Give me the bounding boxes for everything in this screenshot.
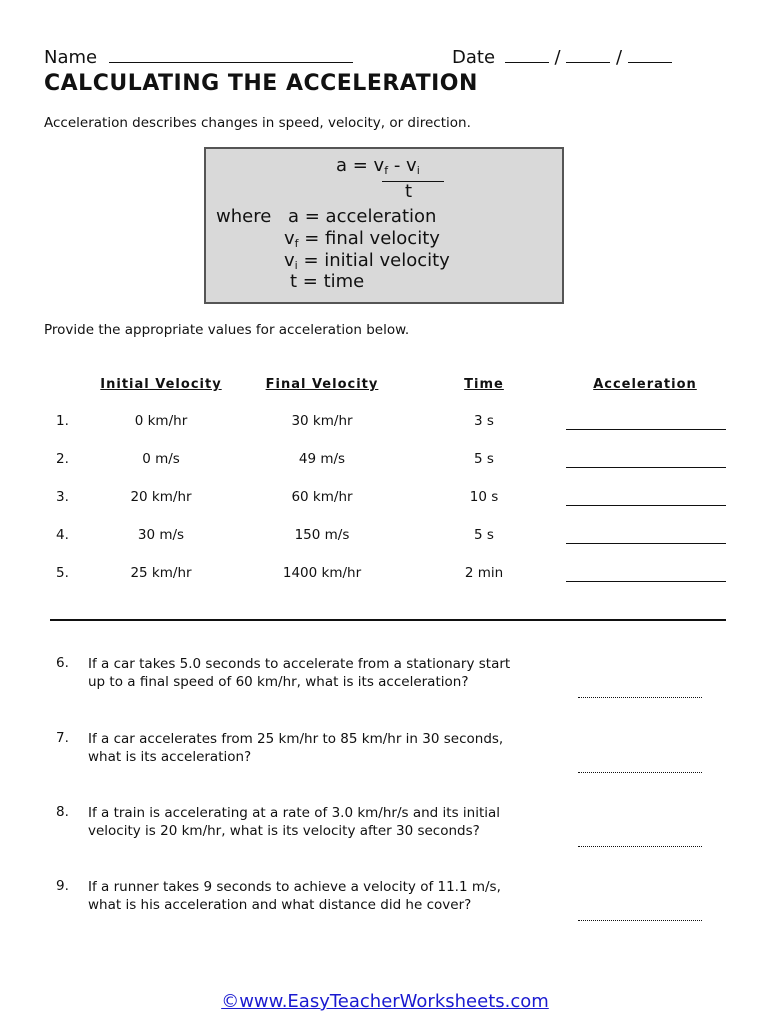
formula-sub-i: i xyxy=(416,164,420,177)
cell-initial: 0 km/hr xyxy=(134,413,188,429)
question-line: up to a final speed of 60 km/hr, what is its acceleration? xyxy=(88,674,469,690)
cell-final: 60 km/hr xyxy=(291,489,353,505)
cell-final: 1400 km/hr xyxy=(282,565,362,581)
cell-time: 10 s xyxy=(469,489,499,505)
def-final-velocity xyxy=(284,228,440,250)
def-part: v xyxy=(284,228,295,249)
formula-part: - v xyxy=(388,155,417,176)
cell-initial: 20 km/hr xyxy=(130,489,192,505)
question-line: If a runner takes 9 seconds to achieve a velocity of 11.1 m/s, xyxy=(88,879,501,895)
question-number: 6. xyxy=(56,655,69,671)
cell-time: 2 min xyxy=(464,565,504,581)
name-row xyxy=(44,46,353,68)
row-number: 4. xyxy=(56,527,69,543)
row-number: 3. xyxy=(56,489,69,505)
question-line: If a car accelerates from 25 km/hr to 85 km/hr in 30 seconds, xyxy=(88,731,504,747)
answer-line[interactable] xyxy=(566,429,726,430)
def-part: = initial velocity xyxy=(297,250,450,271)
cell-time: 3 s xyxy=(474,413,494,429)
cell-initial: 0 m/s xyxy=(142,451,180,467)
question-text xyxy=(88,655,548,691)
cell-time: 5 s xyxy=(474,451,494,467)
cell-time: 5 s xyxy=(474,527,494,543)
where-label: where xyxy=(216,206,272,227)
fraction-bar xyxy=(382,181,444,182)
header-acceleration: Acceleration xyxy=(593,377,697,392)
date-separator: / xyxy=(616,47,623,68)
question-line: what is its acceleration? xyxy=(88,749,252,765)
question-line: what is his acceleration and what distance did he cover? xyxy=(88,897,472,913)
def-part: = final velocity xyxy=(298,228,440,249)
cell-initial: 25 km/hr xyxy=(130,565,192,581)
answer-line[interactable] xyxy=(578,920,702,921)
question-number: 7. xyxy=(56,730,69,746)
name-label: Name xyxy=(44,47,98,68)
formula-sub-f: f xyxy=(384,164,389,177)
cell-final: 49 m/s xyxy=(298,451,346,467)
date-year-field[interactable] xyxy=(628,46,672,63)
header-final-velocity: Final Velocity xyxy=(265,377,379,392)
page-title: CALCULATING THE ACCELERATION xyxy=(44,71,478,96)
date-separator: / xyxy=(554,47,561,68)
def-time: t = time xyxy=(290,271,365,292)
question-text xyxy=(88,730,548,766)
cell-final: 150 m/s xyxy=(294,527,350,543)
name-field[interactable] xyxy=(109,46,353,63)
row-number: 1. xyxy=(56,413,69,429)
def-acceleration: a = acceleration xyxy=(288,206,437,227)
header-time: Time xyxy=(464,377,504,392)
answer-line[interactable] xyxy=(566,581,726,582)
header-initial-velocity: Initial Velocity xyxy=(100,377,222,392)
answer-line[interactable] xyxy=(566,505,726,506)
answer-line[interactable] xyxy=(566,467,726,468)
def-part: v xyxy=(284,250,295,271)
answer-line[interactable] xyxy=(578,772,702,773)
cell-final: 30 km/hr xyxy=(291,413,353,429)
answer-line[interactable] xyxy=(578,697,702,698)
question-text xyxy=(88,804,548,840)
question-line: If a train is accelerating at a rate of 3.0 km/hr/s and its initial xyxy=(88,805,501,821)
footer-link[interactable]: ©www.EasyTeacherWorksheets.com xyxy=(221,991,549,1012)
date-month-field[interactable] xyxy=(505,46,549,63)
instructions: Provide the appropriate values for acceleration below. xyxy=(44,322,410,338)
date-day-field[interactable] xyxy=(566,46,610,63)
def-sub: i xyxy=(294,259,298,272)
question-number: 9. xyxy=(56,878,69,894)
def-initial-velocity xyxy=(284,250,450,272)
answer-line[interactable] xyxy=(578,846,702,847)
answer-line[interactable] xyxy=(566,543,726,544)
row-number: 2. xyxy=(56,451,69,467)
date-label: Date xyxy=(452,47,496,68)
intro-text: Acceleration describes changes in speed, velocity, or direction. xyxy=(44,115,471,131)
row-number: 5. xyxy=(56,565,69,581)
question-line: If a car takes 5.0 seconds to accelerate from a stationary start xyxy=(88,656,511,672)
cell-initial: 30 m/s xyxy=(137,527,185,543)
section-divider xyxy=(50,619,726,621)
formula-denominator: t xyxy=(405,181,413,202)
formula-box xyxy=(204,147,564,304)
def-sub: f xyxy=(294,237,299,250)
question-line: velocity is 20 km/hr, what is its velocity after 30 seconds? xyxy=(88,823,480,839)
question-text xyxy=(88,878,548,914)
question-number: 8. xyxy=(56,804,69,820)
formula-part: a = v xyxy=(336,155,385,176)
formula-numerator xyxy=(336,155,420,177)
date-row xyxy=(452,46,672,68)
